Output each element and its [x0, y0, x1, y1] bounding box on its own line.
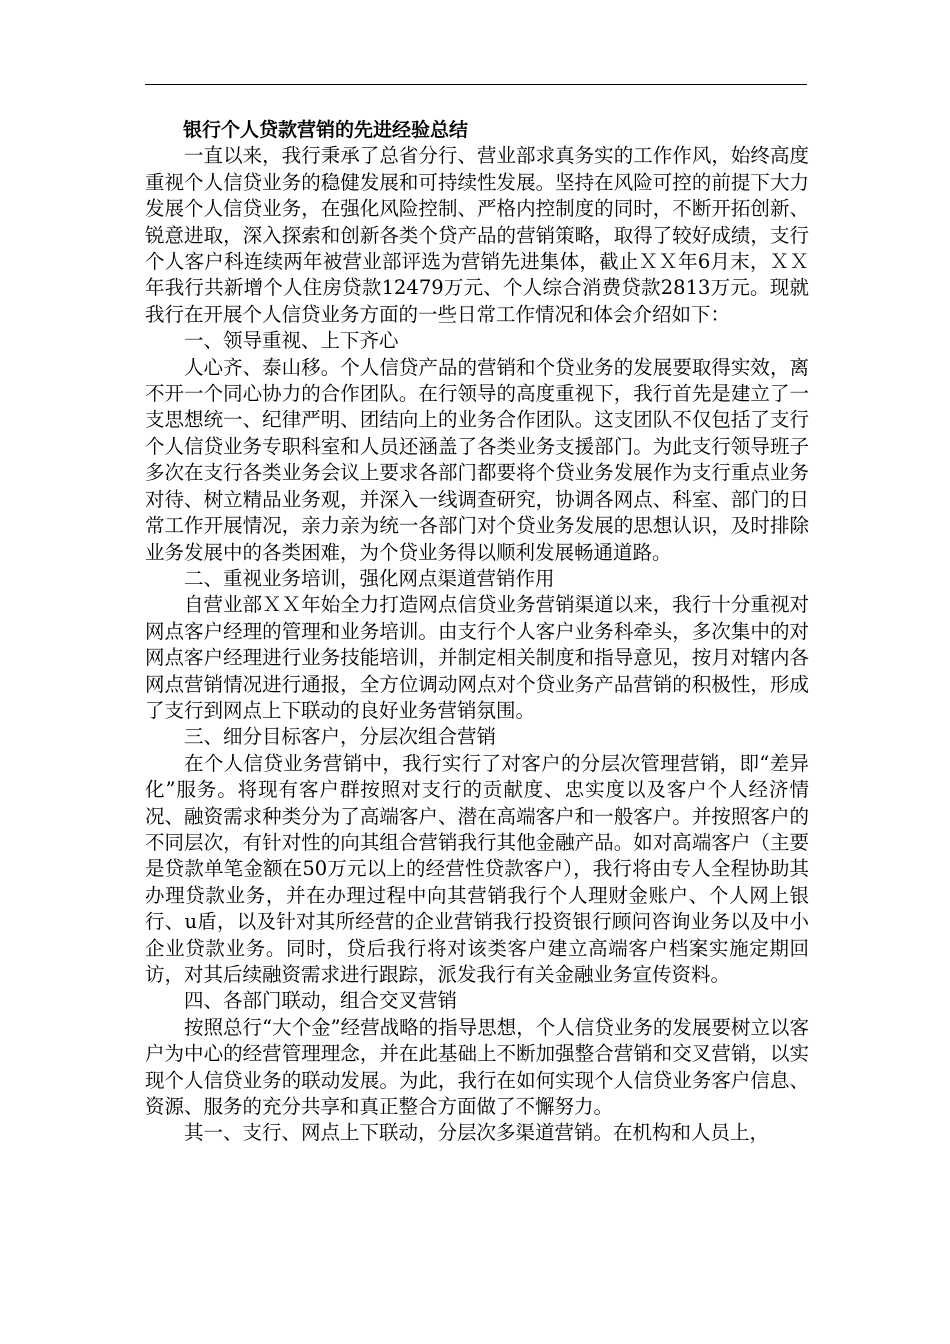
section-heading-4: 四、各部门联动，组合交叉营销: [184, 989, 458, 1013]
header-rule: [145, 84, 807, 85]
section-4-item-1-paragraph: 其一、支行、网点上下联动，分层次多渠道营销。在机构和人员上，: [184, 1121, 770, 1145]
section-1-paragraph: 人心齐、泰山移。个人信贷产品的营销和个贷业务的发展要取得实效，离不开一个同心协力的合作团队。在行领导的高度重视下，我行首先是建立了一支思想统一、纪律严明、团结向上的业务合作团队。这支团队不仅包括了支行个人信贷业务专职科室和人员还涵盖了各类业务支援部门。为此支行领导班子多次在支行各类业务会议上要求各部门都要将个贷业务发展作为支行重点业务对待、树立精品业务观，并深入一线调查研究，协调各网点、科室、部门的日常工作开展情况，亲力亲为统一各部门对个贷业务发展的思想认识，及时排除业务发展中的各类困难，为个贷业务得以顺利发展畅通道路。: [145, 355, 809, 564]
document-title: 银行个人贷款营销的先进经验总结: [183, 119, 469, 141]
section-heading-1: 一、领导重视、上下齐心: [184, 329, 399, 353]
section-3-paragraph: 在个人信贷业务营销中，我行实行了对客户的分层次管理营销，即“差异化”服务。将现有客户群按照对支行的贡献度、忠实度以及客户个人经济情况、融资需求种类分为了高端客户、潜在高端客户和一般客户。并按照客户的不同层次，有针对性的向其组合营销我行其他金融产品。如对高端客户（主要是贷款单笔金额在50万元以上的经营性贷款客户），我行将由专人全程协助其办理贷款业务，并在办理过程中向其营销我行个人理财金账户、个人网上银行、u盾，以及针对其所经营的企业营销我行投资银行顾问咨询业务以及中小企业贷款业务。同时，贷后我行将对该类客户建立高端客户档案实施定期回访，对其后续融资需求进行跟踪，派发我行有关金融业务宣传资料。: [145, 751, 809, 986]
section-heading-2: 二、重视业务培训，强化网点渠道营销作用: [184, 566, 555, 590]
section-2-paragraph: 自营业部ＸＸ年始全力打造网点信贷业务营销渠道以来，我行十分重视对网点客户经理的管理和业务培训。由支行个人客户业务科牵头，多次集中的对网点客户经理进行业务技能培训，并制定相关制度和指导意见，按月对辖内各网点营销情况进行通报，全方位调动网点对个贷业务产品营销的积极性，形成了支行到网点上下联动的良好业务营销氛围。: [145, 593, 809, 722]
intro-paragraph: 一直以来，我行秉承了总省分行、营业部求真务实的工作作风，始终高度重视个人信贷业务的稳健发展和可持续性发展。坚持在风险可控的前提下大力发展个人信贷业务，在强化风险控制、严格内控制度的同时，不断开拓创新、锐意进取，深入探索和创新各类个贷产品的营销策略，取得了较好成绩，支行个人客户科连续两年被营业部评选为营销先进集体，截止ＸＸ年6月末，ＸＸ年我行共新增个人住房贷款12479万元、个人综合消费贷款2813万元。现就我行在开展个人信贷业务方面的一些日常工作情况和体会介绍如下：: [145, 144, 809, 326]
section-heading-3: 三、细分目标客户，分层次组合营销: [184, 725, 497, 749]
document-body: [145, 117, 809, 1147]
section-4-paragraph: 按照总行“大个金”经营战略的指导思想，个人信贷业务的发展要树立以客户为中心的经营管理理念，并在此基础上不断加强整合营销和交叉营销，以实现个人信贷业务的联动发展。为此，我行在如何实现个人信贷业务客户信息、资源、服务的充分共享和真正整合方面做了不懈努力。: [145, 1015, 809, 1119]
